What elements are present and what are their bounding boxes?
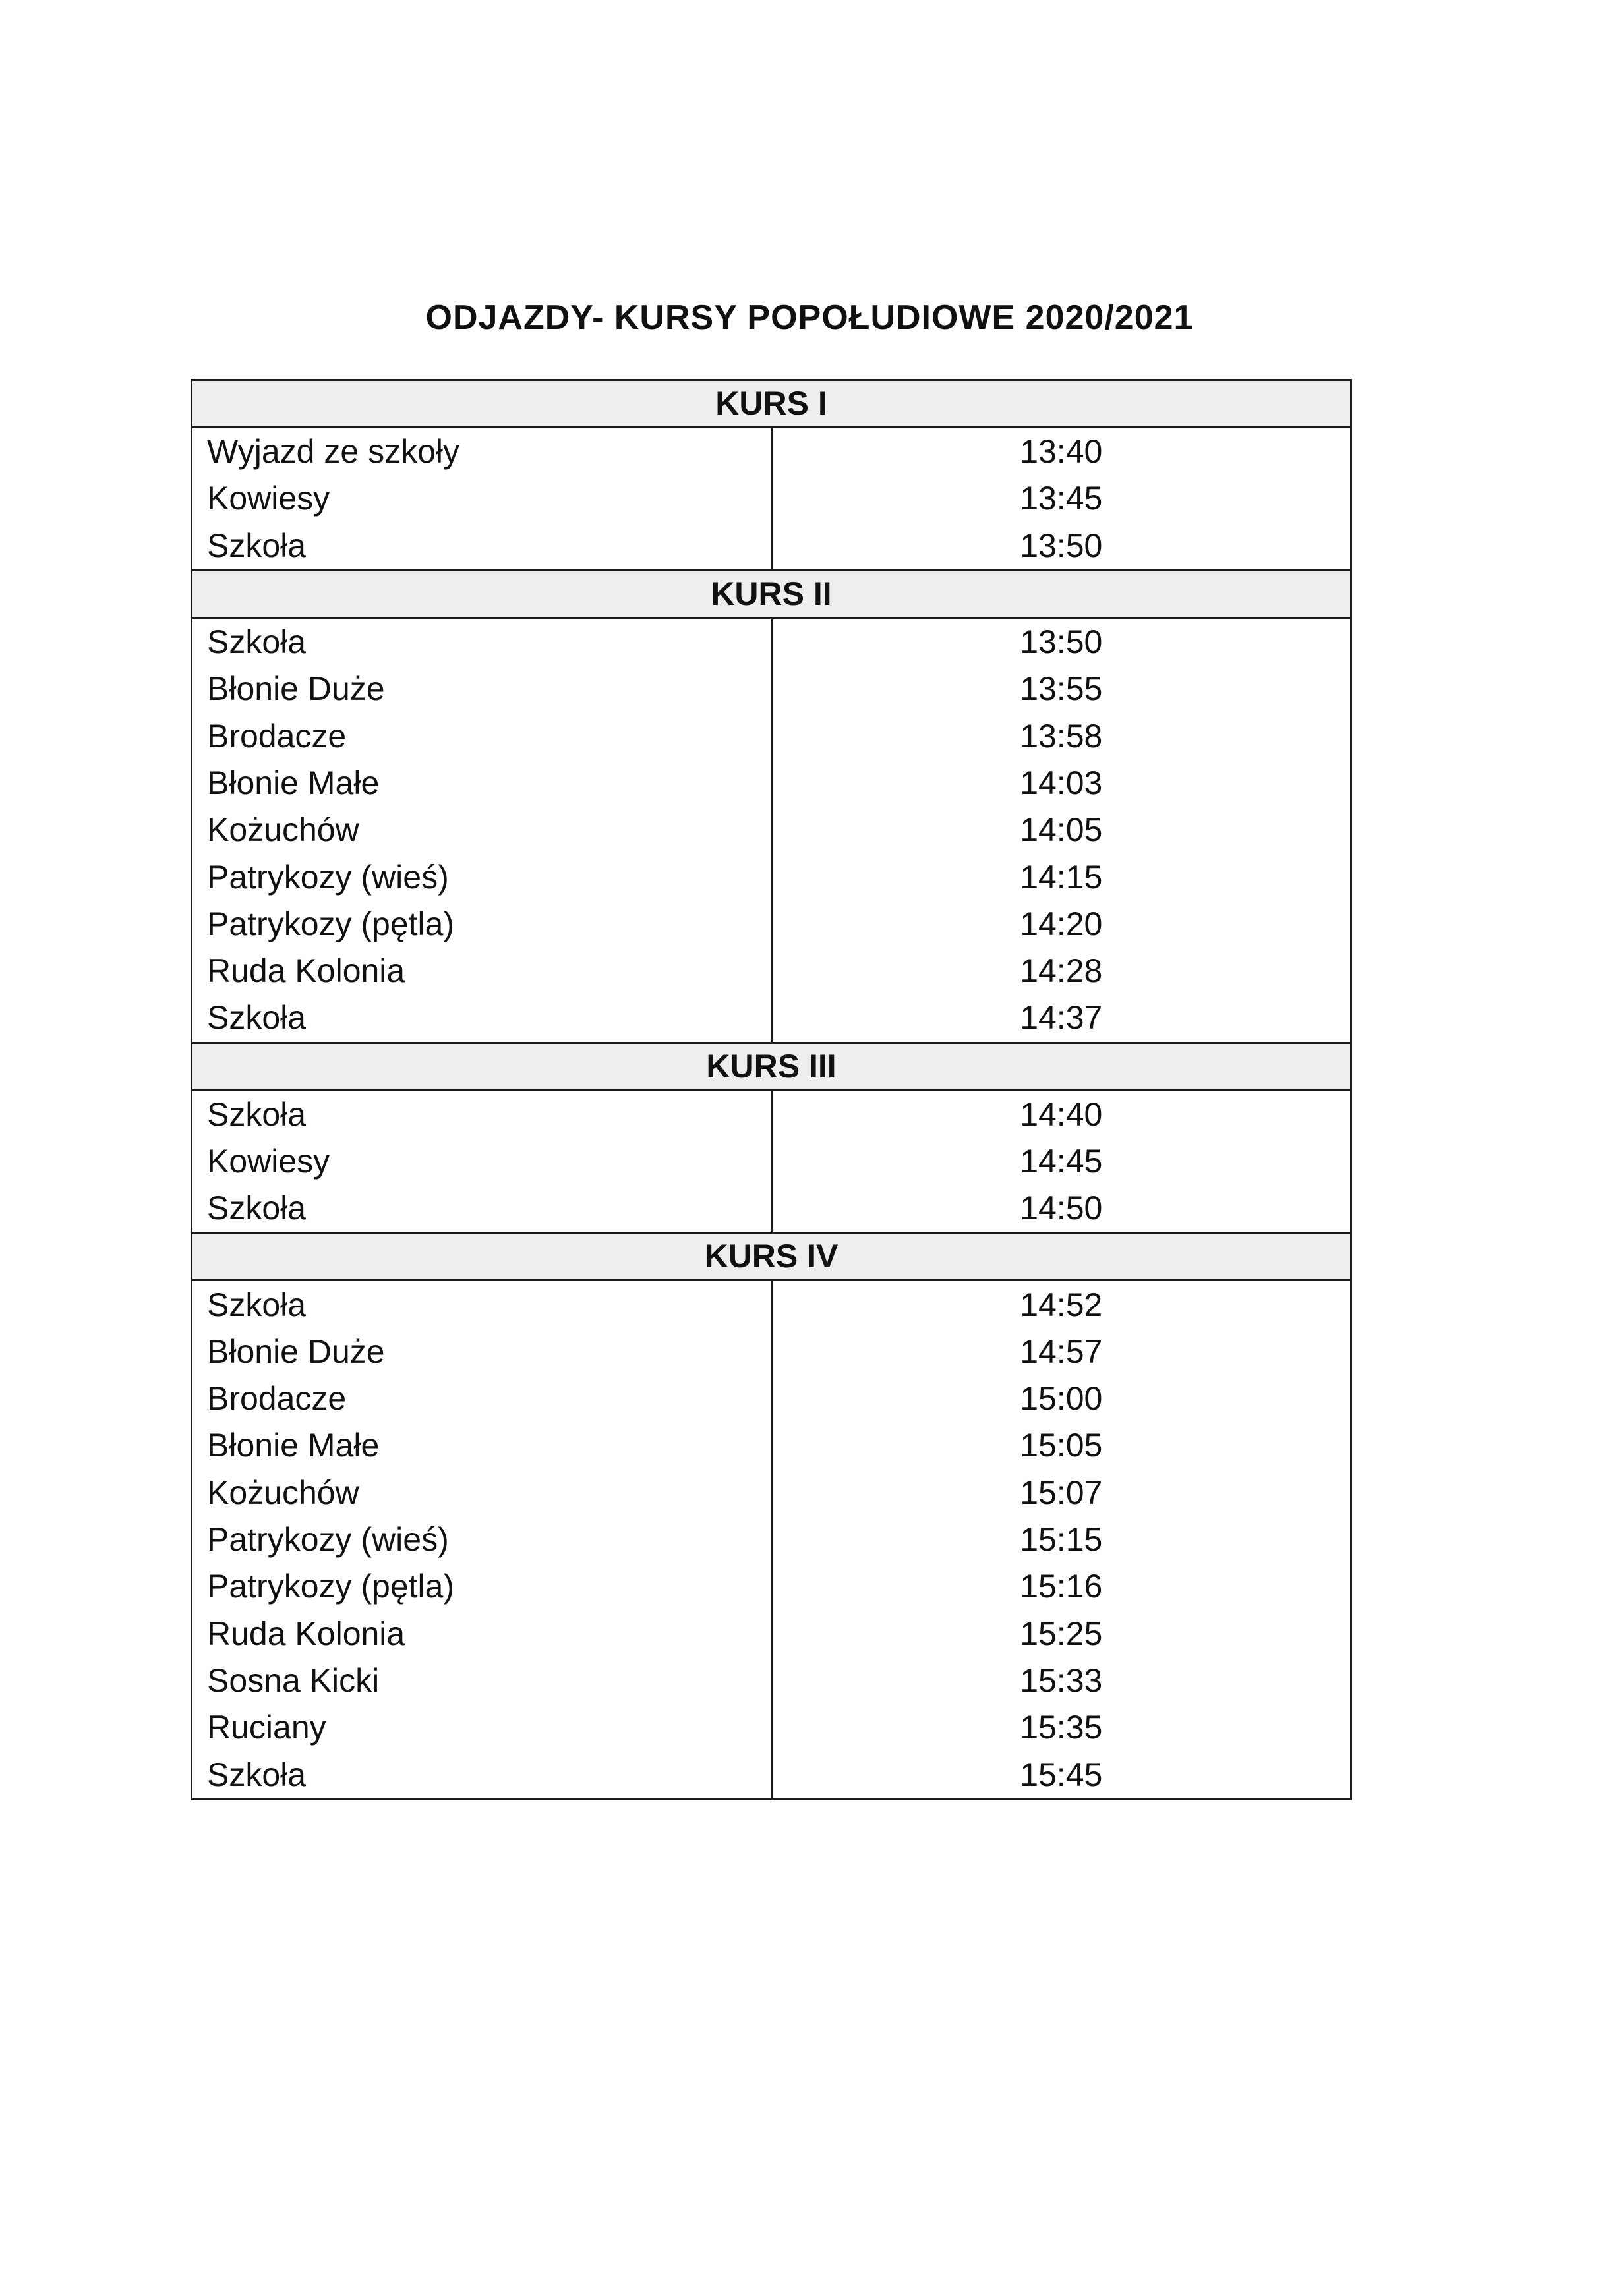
stop-name-cell: Brodacze <box>192 712 772 759</box>
stop-name-cell: Ruciany <box>192 1704 772 1751</box>
stop-name-cell: Szkoła <box>192 1751 772 1799</box>
departure-time-cell: 14:37 <box>771 994 1351 1043</box>
departure-time-cell: 13:50 <box>771 523 1351 571</box>
departure-time-cell: 14:05 <box>771 807 1351 853</box>
table-row <box>192 807 1351 853</box>
departure-time-cell: 14:15 <box>771 853 1351 900</box>
stop-name-cell: Szkoła <box>192 994 772 1043</box>
table-row <box>192 1375 1351 1422</box>
stop-name-cell: Patrykozy (wieś) <box>192 853 772 900</box>
departure-time-cell: 13:50 <box>771 617 1351 666</box>
schedule-table-body <box>192 380 1351 1800</box>
table-row <box>192 1138 1351 1185</box>
document-title: ODJAZDY- KURSY POPOŁUDIOWE 2020/2021 <box>425 299 1194 337</box>
departure-time-cell: 13:58 <box>771 712 1351 759</box>
departure-time-cell: 14:52 <box>771 1280 1351 1329</box>
stop-name-cell: Szkoła <box>192 617 772 666</box>
departure-time-cell: 14:03 <box>771 760 1351 807</box>
table-row <box>192 1422 1351 1469</box>
table-row <box>192 475 1351 522</box>
course-header: KURS II <box>192 570 1351 617</box>
stop-name-cell: Błonie Małe <box>192 760 772 807</box>
stop-name-cell: Błonie Małe <box>192 1422 772 1469</box>
table-row <box>192 1470 1351 1516</box>
course-header: KURS IV <box>192 1233 1351 1280</box>
table-row <box>192 760 1351 807</box>
table-row <box>192 1704 1351 1751</box>
departure-time-cell: 15:25 <box>771 1611 1351 1657</box>
course-header: KURS III <box>192 1043 1351 1090</box>
departure-time-cell: 15:45 <box>771 1751 1351 1799</box>
stop-name-cell: Wyjazd ze szkoły <box>192 428 772 476</box>
departure-time-cell: 14:50 <box>771 1185 1351 1233</box>
course-header-row <box>192 1233 1351 1280</box>
departure-time-cell: 14:28 <box>771 948 1351 994</box>
stop-name-cell: Brodacze <box>192 1375 772 1422</box>
stop-name-cell: Ruda Kolonia <box>192 948 772 994</box>
departure-time-cell: 15:00 <box>771 1375 1351 1422</box>
table-row <box>192 948 1351 994</box>
course-header-row <box>192 570 1351 617</box>
table-row <box>192 1611 1351 1657</box>
stop-name-cell: Kowiesy <box>192 1138 772 1185</box>
departure-time-cell: 13:40 <box>771 428 1351 476</box>
table-row <box>192 1280 1351 1329</box>
course-header: KURS I <box>192 380 1351 428</box>
table-row <box>192 1751 1351 1799</box>
course-header-row <box>192 380 1351 428</box>
departure-time-cell: 14:45 <box>771 1138 1351 1185</box>
table-row <box>192 712 1351 759</box>
stop-name-cell: Ruda Kolonia <box>192 1611 772 1657</box>
table-row <box>192 617 1351 666</box>
stop-name-cell: Kowiesy <box>192 475 772 522</box>
departure-time-cell: 14:57 <box>771 1329 1351 1375</box>
stop-name-cell: Błonie Duże <box>192 1329 772 1375</box>
stop-name-cell: Szkoła <box>192 523 772 571</box>
departure-time-cell: 15:07 <box>771 1470 1351 1516</box>
table-row <box>192 1563 1351 1610</box>
stop-name-cell: Patrykozy (wieś) <box>192 1516 772 1563</box>
departure-time-cell: 13:55 <box>771 666 1351 712</box>
departure-time-cell: 15:35 <box>771 1704 1351 1751</box>
stop-name-cell: Błonie Duże <box>192 666 772 712</box>
schedule-table-container <box>191 379 1352 1800</box>
departure-time-cell: 14:20 <box>771 901 1351 948</box>
departure-time-cell: 15:05 <box>771 1422 1351 1469</box>
table-row <box>192 1657 1351 1704</box>
stop-name-cell: Szkoła <box>192 1280 772 1329</box>
stop-name-cell: Szkoła <box>192 1090 772 1138</box>
departure-time-cell: 15:33 <box>771 1657 1351 1704</box>
table-row <box>192 1185 1351 1233</box>
table-row <box>192 1090 1351 1138</box>
table-row <box>192 523 1351 571</box>
stop-name-cell: Kożuchów <box>192 807 772 853</box>
table-row <box>192 853 1351 900</box>
table-row <box>192 666 1351 712</box>
schedule-table <box>191 379 1352 1800</box>
table-row <box>192 1516 1351 1563</box>
stop-name-cell: Sosna Kicki <box>192 1657 772 1704</box>
stop-name-cell: Patrykozy (pętla) <box>192 901 772 948</box>
course-header-row <box>192 1043 1351 1090</box>
departure-time-cell: 15:15 <box>771 1516 1351 1563</box>
stop-name-cell: Patrykozy (pętla) <box>192 1563 772 1610</box>
departure-time-cell: 13:45 <box>771 475 1351 522</box>
table-row <box>192 994 1351 1043</box>
departure-time-cell: 15:16 <box>771 1563 1351 1610</box>
table-row <box>192 1329 1351 1375</box>
departure-time-cell: 14:40 <box>771 1090 1351 1138</box>
stop-name-cell: Kożuchów <box>192 1470 772 1516</box>
table-row <box>192 428 1351 476</box>
stop-name-cell: Szkoła <box>192 1185 772 1233</box>
table-row <box>192 901 1351 948</box>
